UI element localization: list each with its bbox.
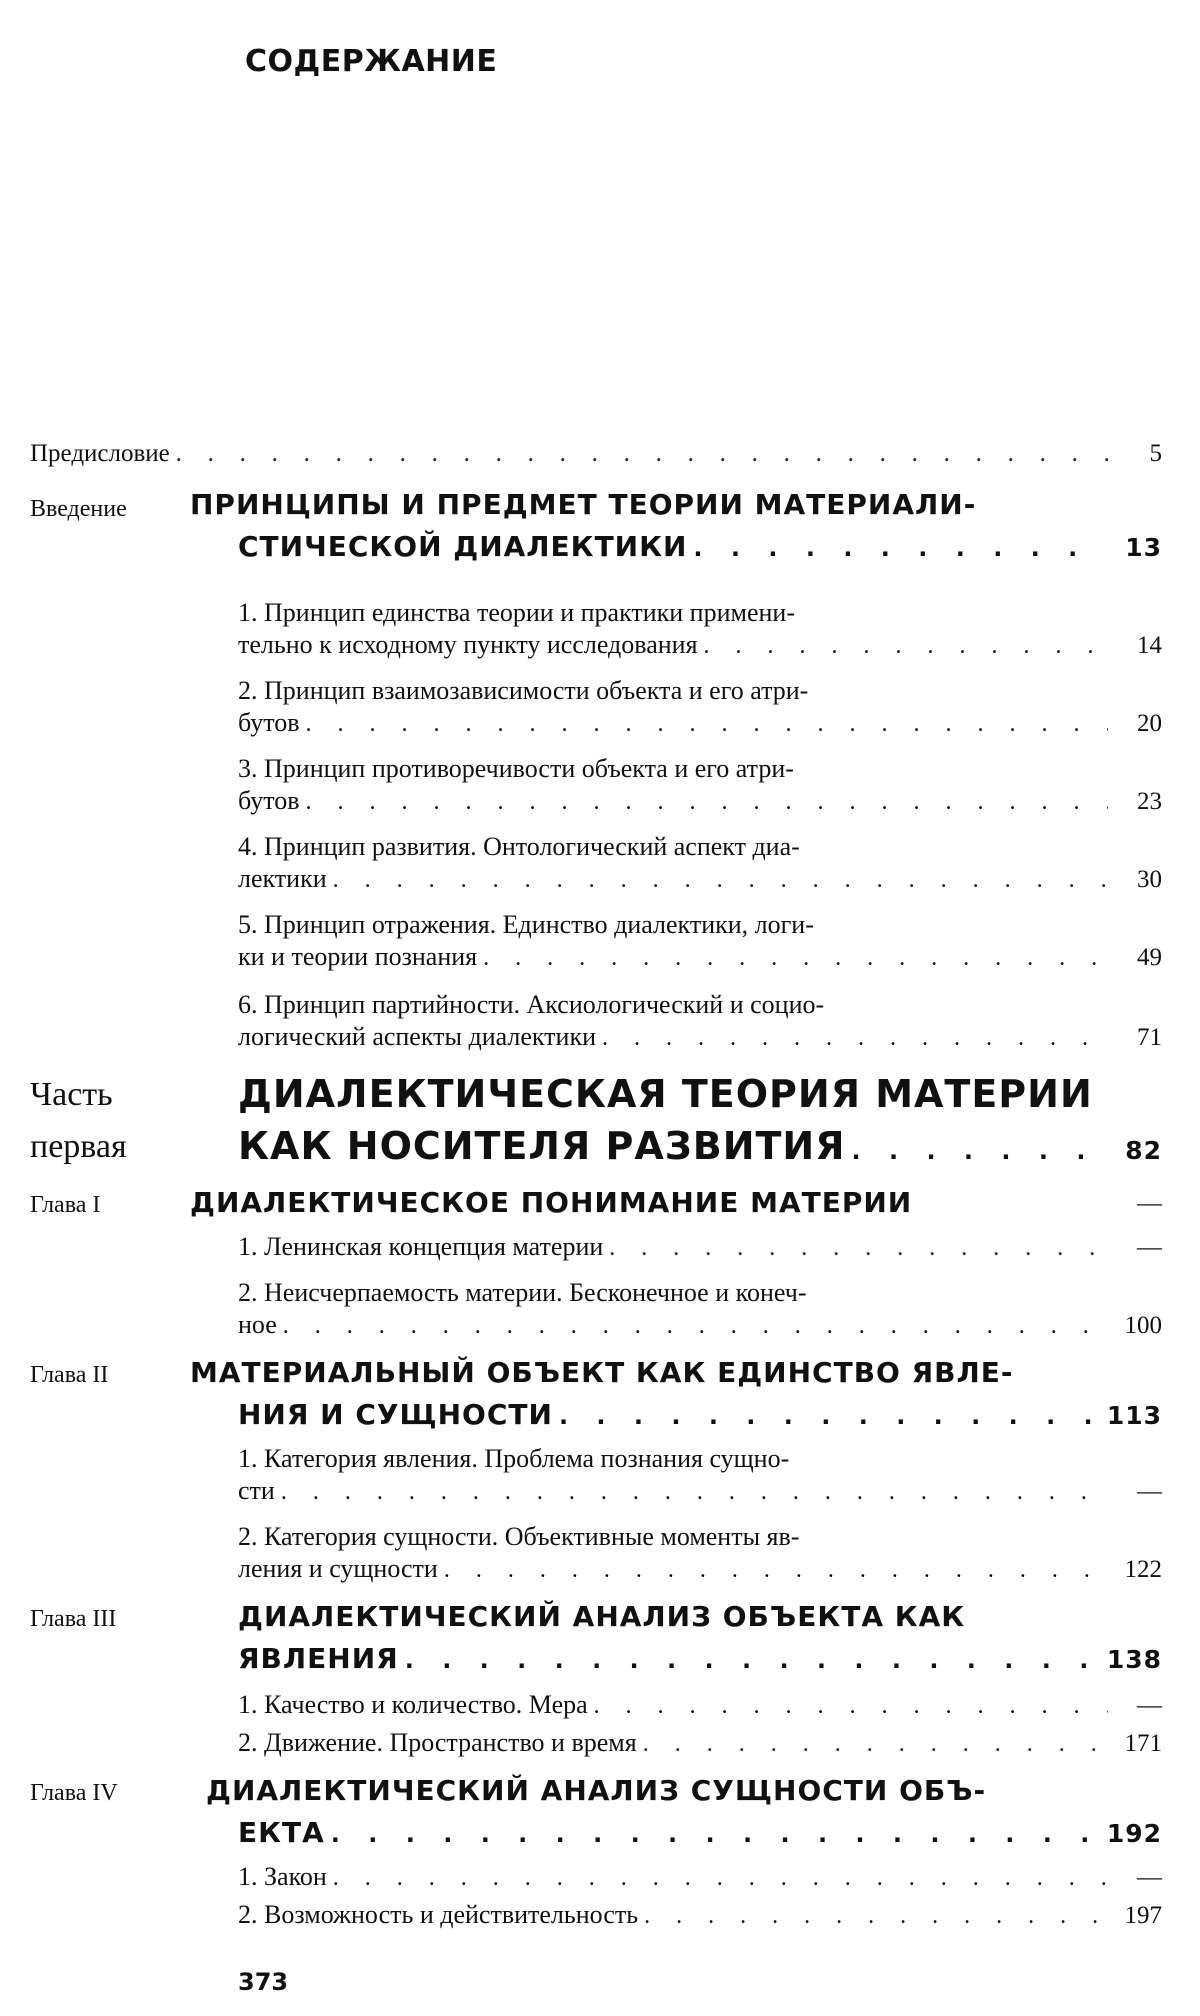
toc-entry-part1 — [238, 1124, 1162, 1168]
intro-2-line1: 2. Принцип взаимозависимости объекта и его атри- — [238, 676, 809, 705]
toc-entry-ch4-1 — [238, 1862, 1162, 1892]
intro-2-line2: бутов — [238, 708, 300, 737]
ch1-2-line1: 2. Неисчерпаемость материи. Бесконечное и конеч- — [238, 1278, 807, 1307]
leader-dots — [306, 711, 1108, 738]
ch2-heading-line2: НИЯ И СУЩНОСТИ — [238, 1398, 553, 1431]
page-ref: 100 — [1124, 1312, 1162, 1339]
leader-dots — [405, 1646, 1101, 1674]
toc-entry-intro — [238, 530, 1162, 563]
toc-entry-intro-2 — [238, 708, 1162, 738]
page-ref: 113 — [1106, 1401, 1162, 1430]
page-title: СОДЕРЖАНИЕ — [245, 44, 498, 79]
page-ref: 13 — [1125, 533, 1162, 562]
toc-entry-ch1-2 — [238, 1310, 1162, 1340]
ch1-label: Глава I — [30, 1192, 101, 1218]
part1-heading-line1: ДИАЛЕКТИЧЕСКАЯ ТЕОРИЯ МАТЕРИИ — [238, 1072, 1093, 1116]
ch2-2-line2: ления и сущности — [238, 1554, 438, 1583]
toc-entry-intro-5 — [238, 942, 1162, 972]
leader-dots — [483, 945, 1108, 972]
toc-entry-ch3 — [238, 1642, 1162, 1675]
page-ref: 14 — [1137, 632, 1162, 659]
ch4-heading-line1: ДИАЛЕКТИЧЕСКИЙ АНАЛИЗ СУЩНОСТИ ОБЪ- — [206, 1774, 987, 1807]
ch4-label: Глава IV — [30, 1780, 118, 1806]
leader-dots — [602, 1025, 1108, 1052]
ch3-2-line1: 2. Движение. Пространство и время — [238, 1728, 637, 1757]
page-ref: — — [1137, 1234, 1162, 1261]
toc-entry-ch2 — [238, 1398, 1162, 1431]
toc-entry-ch2-1 — [238, 1476, 1162, 1506]
page-ref: 192 — [1106, 1819, 1162, 1848]
ch3-label: Глава III — [30, 1606, 117, 1632]
page-number: 373 — [238, 1968, 289, 1996]
toc-entry-ch1-1 — [238, 1232, 1162, 1262]
intro-heading-line1: ПРИНЦИПЫ И ПРЕДМЕТ ТЕОРИИ МАТЕРИАЛИ- — [190, 488, 977, 521]
leader-dots — [333, 1865, 1108, 1892]
toc-entry-preface — [30, 440, 1162, 468]
ch3-1-line1: 1. Качество и количество. Мера — [238, 1690, 588, 1719]
intro-3-line1: 3. Принцип противоречивости объекта и его атри- — [238, 754, 794, 783]
part1-heading-line2: КАК НОСИТЕЛЯ РАЗВИТИЯ — [238, 1124, 846, 1168]
leader-dots — [644, 1903, 1108, 1930]
toc-entry-intro-1 — [238, 630, 1162, 660]
page-ref: 122 — [1124, 1556, 1162, 1583]
page-ref: 23 — [1137, 788, 1162, 815]
toc-entry-ch4-2 — [238, 1900, 1162, 1930]
leader-dots — [176, 441, 1108, 468]
page-ref: 82 — [1125, 1136, 1162, 1165]
page-ref: — — [1137, 1478, 1162, 1505]
ch2-heading-line1: МАТЕРИАЛЬНЫЙ ОБЪЕКТ КАК ЕДИНСТВО ЯВЛЕ- — [190, 1356, 1014, 1389]
ch2-2-line1: 2. Категория сущности. Объективные моменты яв- — [238, 1522, 800, 1551]
leader-dots — [704, 633, 1108, 660]
leader-dots — [444, 1557, 1108, 1584]
intro-3-line2: бутов — [238, 786, 300, 815]
leader-dots — [559, 1402, 1101, 1430]
ch2-1-line1: 1. Категория явления. Проблема познания сущно- — [238, 1444, 790, 1473]
leader-dots — [333, 867, 1108, 894]
part1-label-line2: первая — [30, 1128, 127, 1165]
intro-1-line2: тельно к исходному пункту исследования — [238, 630, 698, 659]
ch4-2-line1: 2. Возможность и действительность — [238, 1900, 639, 1929]
leader-dots — [283, 1313, 1108, 1340]
page-ref: 5 — [1149, 440, 1162, 467]
toc-entry-intro-6 — [238, 1022, 1162, 1052]
ch1-1-line1: 1. Ленинская концепция материи — [238, 1232, 604, 1261]
page-ref: 138 — [1106, 1645, 1162, 1674]
leader-dots — [331, 1820, 1101, 1848]
leader-dots — [852, 1137, 1109, 1165]
leader-dots — [693, 534, 1108, 562]
leader-dots — [609, 1235, 1108, 1262]
page-ref: 197 — [1124, 1902, 1162, 1929]
toc-entry-intro-3 — [238, 786, 1162, 816]
intro-5-line2: ки и теории познания — [238, 942, 478, 971]
ch3-heading-line2: ЯВЛЕНИЯ — [238, 1642, 399, 1675]
intro-5-line1: 5. Принцип отражения. Единство диалектики, логи- — [238, 910, 814, 939]
intro-1-line1: 1. Принцип единства теории и практики примени- — [238, 598, 795, 627]
toc-entry-ch3-1 — [238, 1690, 1162, 1720]
ch4-heading-line2: ЕКТА — [238, 1816, 325, 1849]
toc-entry-ch2-2 — [238, 1554, 1162, 1584]
page-ref: 20 — [1137, 710, 1162, 737]
page-ref: 71 — [1137, 1024, 1162, 1051]
ch1-2-line2: ное — [238, 1310, 277, 1339]
page-ref: 30 — [1137, 866, 1162, 893]
ch3-heading-line1: ДИАЛЕКТИЧЕСКИЙ АНАЛИЗ ОБЪЕКТА КАК — [238, 1600, 966, 1633]
ch1-heading: ДИАЛЕКТИЧЕСКОЕ ПОНИМАНИЕ МАТЕРИИ — [190, 1186, 913, 1219]
leader-dots — [594, 1693, 1108, 1720]
page-ref: 171 — [1124, 1730, 1162, 1757]
part1-label-line1: Часть — [30, 1076, 113, 1113]
ch4-1-line1: 1. Закон — [238, 1862, 327, 1891]
leader-dots — [643, 1731, 1108, 1758]
page-ref: 49 — [1137, 944, 1162, 971]
page-ref: — — [1137, 1864, 1162, 1891]
leader-dots — [306, 789, 1108, 816]
intro-label: Введение — [30, 496, 127, 522]
entry-label: Предисловие — [30, 440, 170, 467]
intro-6-line2: логический аспекты диалектики — [238, 1022, 597, 1051]
ch2-1-line2: сти — [238, 1476, 275, 1505]
page-ref: — — [1137, 1692, 1162, 1719]
toc-entry-intro-4 — [238, 864, 1162, 894]
ch2-label: Глава II — [30, 1362, 109, 1388]
toc-entry-ch4 — [238, 1816, 1162, 1849]
intro-heading-line2: СТИЧЕСКОЙ ДИАЛЕКТИКИ — [238, 530, 688, 563]
leader-dots — [281, 1479, 1108, 1506]
intro-4-line1: 4. Принцип развития. Онтологический аспект диа- — [238, 832, 800, 861]
ch1-page-ref: — — [1137, 1190, 1162, 1217]
toc-entry-ch3-2 — [238, 1728, 1162, 1758]
intro-6-line1: 6. Принцип партийности. Аксиологический и социо- — [238, 990, 825, 1019]
intro-4-line2: лектики — [238, 864, 327, 893]
